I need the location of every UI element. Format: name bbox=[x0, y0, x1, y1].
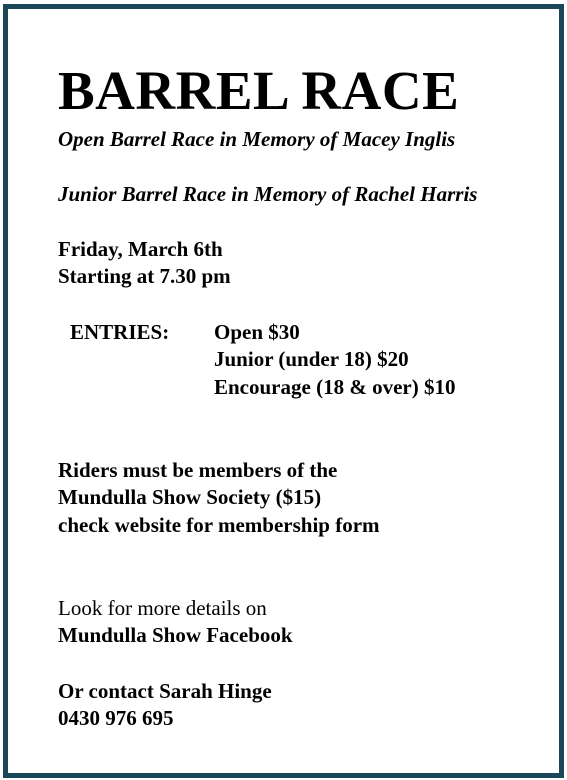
contact-name: Or contact Sarah Hinge bbox=[58, 679, 272, 703]
membership-line: Riders must be members of the bbox=[58, 458, 338, 482]
poster-title: BARREL RACE bbox=[58, 60, 460, 121]
entries-label: ENTRIES: bbox=[70, 320, 170, 344]
event-date: Friday, March 6th bbox=[58, 237, 223, 261]
open-race-subtitle: Open Barrel Race in Memory of Macey Inglis bbox=[58, 127, 456, 151]
entry-fee-junior: Junior (under 18) $20 bbox=[214, 347, 409, 371]
membership-line: check website for membership form bbox=[58, 513, 380, 537]
event-time: Starting at 7.30 pm bbox=[58, 264, 231, 288]
contact-phone: 0430 976 695 bbox=[58, 706, 174, 730]
entry-fee-encourage: Encourage (18 & over) $10 bbox=[214, 375, 456, 399]
entry-fee-open: Open $30 bbox=[214, 320, 300, 344]
membership-line: Mundulla Show Society ($15) bbox=[58, 485, 322, 509]
junior-race-subtitle: Junior Barrel Race in Memory of Rachel Harris bbox=[58, 182, 478, 206]
details-intro: Look for more details on bbox=[58, 596, 267, 620]
details-source: Mundulla Show Facebook bbox=[58, 623, 293, 647]
